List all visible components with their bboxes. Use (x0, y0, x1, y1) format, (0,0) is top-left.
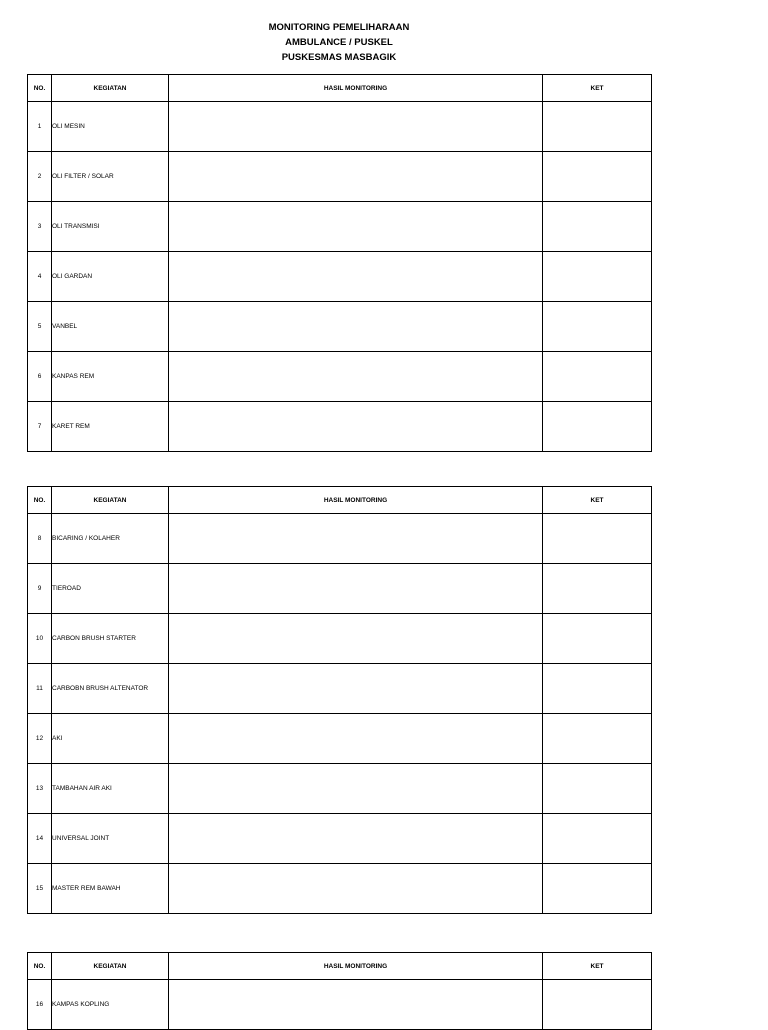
table-row (28, 814, 652, 864)
header-no: NO. (28, 75, 52, 102)
ket-cell[interactable] (543, 352, 652, 402)
row-kegiatan: KAMPAS KOPLING (52, 980, 169, 1030)
table-row (28, 714, 652, 764)
monitoring-table-1 (27, 74, 652, 452)
row-number: 16 (28, 980, 52, 1030)
row-number: 1 (28, 102, 52, 152)
ket-cell[interactable] (543, 614, 652, 664)
row-kegiatan: MASTER REM BAWAH (52, 864, 169, 914)
hasil-monitoring-cell[interactable] (169, 564, 543, 614)
table-row (28, 202, 652, 252)
ket-cell[interactable] (543, 764, 652, 814)
row-kegiatan: CARBON BRUSH STARTER (52, 614, 169, 664)
hasil-monitoring-cell[interactable] (169, 202, 543, 252)
header-hasil-monitoring: HASIL MONITORING (169, 487, 543, 514)
row-number: 9 (28, 564, 52, 614)
hasil-monitoring-cell[interactable] (169, 814, 543, 864)
hasil-monitoring-cell[interactable] (169, 864, 543, 914)
ket-cell[interactable] (543, 102, 652, 152)
row-kegiatan: UNIVERSAL JOINT (52, 814, 169, 864)
hasil-monitoring-cell[interactable] (169, 252, 543, 302)
row-kegiatan: VANBEL (52, 302, 169, 352)
ket-cell[interactable] (543, 664, 652, 714)
hasil-monitoring-cell[interactable] (169, 664, 543, 714)
row-number: 8 (28, 514, 52, 564)
ket-cell[interactable] (543, 864, 652, 914)
row-number: 11 (28, 664, 52, 714)
table-row (28, 302, 652, 352)
ket-cell[interactable] (543, 152, 652, 202)
hasil-monitoring-cell[interactable] (169, 352, 543, 402)
table-row (28, 864, 652, 914)
title-line-1: MONITORING PEMELIHARAAN (268, 22, 410, 33)
ket-cell[interactable] (543, 402, 652, 452)
hasil-monitoring-cell[interactable] (169, 102, 543, 152)
row-kegiatan: KARET REM (52, 402, 169, 452)
header-no: NO. (28, 487, 52, 514)
row-kegiatan: OLI FILTER / SOLAR (52, 152, 169, 202)
header-kegiatan: KEGIATAN (52, 75, 169, 102)
row-kegiatan: OLI TRANSMISI (52, 202, 169, 252)
table-row (28, 402, 652, 452)
ket-cell[interactable] (543, 302, 652, 352)
row-number: 3 (28, 202, 52, 252)
header-ket: KET (543, 953, 652, 980)
row-number: 14 (28, 814, 52, 864)
ket-cell[interactable] (543, 252, 652, 302)
hasil-monitoring-cell[interactable] (169, 402, 543, 452)
row-number: 12 (28, 714, 52, 764)
ket-cell[interactable] (543, 202, 652, 252)
ket-cell[interactable] (543, 514, 652, 564)
row-number: 13 (28, 764, 52, 814)
document-title (0, 20, 678, 65)
title-line-2: AMBULANCE / PUSKEL (285, 37, 393, 48)
table-row (28, 252, 652, 302)
hasil-monitoring-cell[interactable] (169, 764, 543, 814)
row-kegiatan: AKI (52, 714, 169, 764)
row-kegiatan: KANPAS REM (52, 352, 169, 402)
table-row (28, 614, 652, 664)
row-number: 2 (28, 152, 52, 202)
header-hasil-monitoring: HASIL MONITORING (169, 75, 543, 102)
table-row (28, 102, 652, 152)
hasil-monitoring-cell[interactable] (169, 514, 543, 564)
table-header-row (28, 953, 652, 980)
row-kegiatan: CARBOBN BRUSH ALTENATOR (52, 664, 169, 714)
header-hasil-monitoring: HASIL MONITORING (169, 953, 543, 980)
table-row (28, 352, 652, 402)
hasil-monitoring-cell[interactable] (169, 614, 543, 664)
ket-cell[interactable] (543, 714, 652, 764)
monitoring-table-3 (27, 952, 652, 1030)
header-ket: KET (543, 487, 652, 514)
hasil-monitoring-cell[interactable] (169, 714, 543, 764)
row-number: 10 (28, 614, 52, 664)
row-kegiatan: TIEROAD (52, 564, 169, 614)
title-line-3: PUSKESMAS MASBAGIK (281, 52, 397, 63)
monitoring-table-2 (27, 486, 652, 914)
table-row (28, 514, 652, 564)
header-kegiatan: KEGIATAN (52, 953, 169, 980)
row-number: 7 (28, 402, 52, 452)
row-kegiatan: TAMBAHAN AIR AKI (52, 764, 169, 814)
row-number: 15 (28, 864, 52, 914)
ket-cell[interactable] (543, 814, 652, 864)
table-row (28, 980, 652, 1030)
table-header-row (28, 75, 652, 102)
table-row (28, 764, 652, 814)
row-kegiatan: BICARING / KOLAHER (52, 514, 169, 564)
row-kegiatan: OLI MESIN (52, 102, 169, 152)
hasil-monitoring-cell[interactable] (169, 302, 543, 352)
hasil-monitoring-cell[interactable] (169, 152, 543, 202)
row-number: 4 (28, 252, 52, 302)
ket-cell[interactable] (543, 980, 652, 1030)
table-header-row (28, 487, 652, 514)
row-kegiatan: OLI GARDAN (52, 252, 169, 302)
table-row (28, 564, 652, 614)
header-kegiatan: KEGIATAN (52, 487, 169, 514)
ket-cell[interactable] (543, 564, 652, 614)
row-number: 6 (28, 352, 52, 402)
table-row (28, 152, 652, 202)
header-no: NO. (28, 953, 52, 980)
hasil-monitoring-cell[interactable] (169, 980, 543, 1030)
table-row (28, 664, 652, 714)
header-ket: KET (543, 75, 652, 102)
row-number: 5 (28, 302, 52, 352)
